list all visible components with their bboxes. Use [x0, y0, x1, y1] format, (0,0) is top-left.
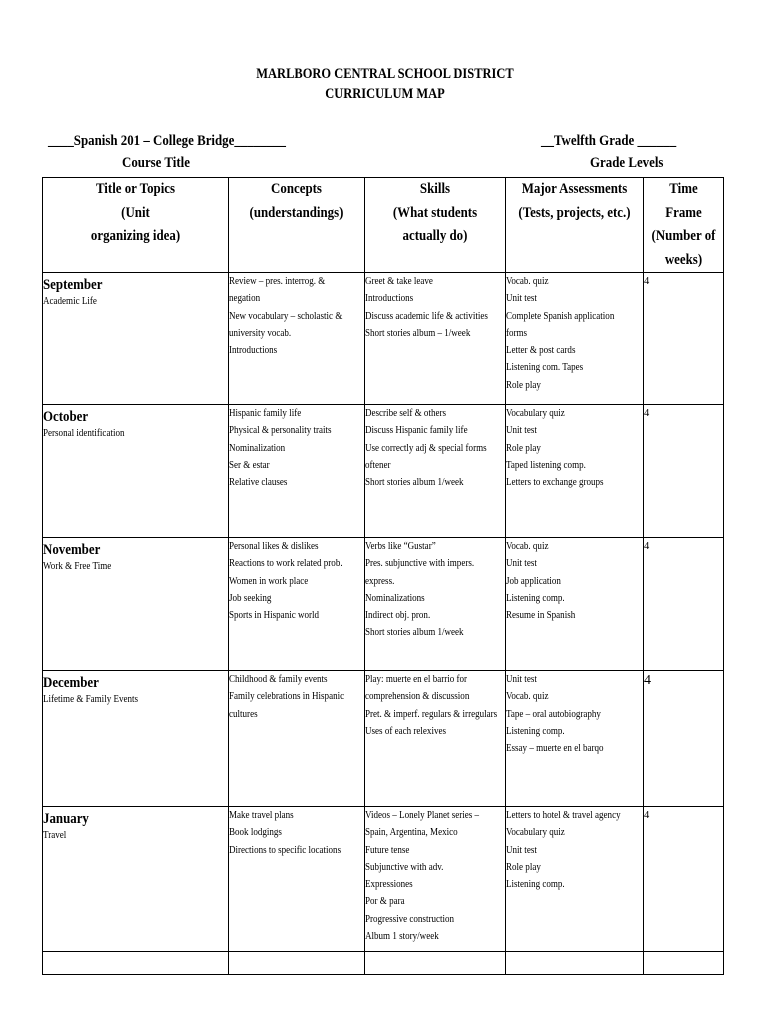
table-header-row	[43, 178, 724, 273]
empty-cell	[229, 952, 365, 975]
topic-cell	[43, 405, 229, 538]
empty-cell	[43, 952, 229, 975]
table-row	[43, 807, 724, 952]
empty-cell	[644, 952, 724, 975]
skills-cell: Verbs like “Gustar” Pres. subjunctive with impers. express. Nominalizations Indirect obj. pron. Short stories album 1/week	[365, 538, 506, 671]
concepts-cell: Childhood & family events Family celebrations in Hispanic cultures	[229, 671, 365, 807]
weeks-cell: 4	[644, 273, 724, 405]
weeks-cell: 4	[644, 807, 724, 952]
topic-label: Lifetime & Family Events	[43, 694, 139, 705]
header-topics: Title or Topics (Unit organizing idea)	[43, 178, 229, 273]
topic-label: Academic Life	[43, 296, 97, 307]
course-title-value: ____Spanish 201 – College Bridge________	[48, 133, 286, 149]
skills-cell: Videos – Lonely Planet series – Spain, Argentina, Mexico Future tense Subjunctive with adv. Expressiones Por & para Progressive construction Album 1 story/week	[365, 807, 506, 952]
skills-cell: Greet & take leave Introductions Discuss academic life & activities Short stories album – 1/week	[365, 273, 506, 405]
skills-cell: Describe self & others Discuss Hispanic family life Use correctly adj & special forms oftener Short stories album 1/week	[365, 405, 506, 538]
header-time-frame: Time Frame (Number of weeks)	[644, 178, 724, 273]
concepts-cell: Hispanic family life Physical & personality traits Nominalization Ser & estar Relative clauses	[229, 405, 365, 538]
header-assessments: Major Assessments (Tests, projects, etc.)	[506, 178, 644, 273]
assessments-cell: Vocabulary quiz Unit test Role play Taped listening comp. Letters to exchange groups	[506, 405, 644, 538]
weeks-cell: 4	[644, 405, 724, 538]
table-row	[43, 671, 724, 807]
curriculum-table	[42, 177, 724, 975]
topic-label: Work & Free Time	[43, 561, 112, 572]
grade-level-value: __Twelfth Grade ______	[541, 133, 677, 149]
header-skills: Skills (What students actually do)	[365, 178, 506, 273]
concepts-cell: Personal likes & dislikes Reactions to work related prob. Women in work place Job seeking Sports in Hispanic world	[229, 538, 365, 671]
map-title: CURRICULUM MAP	[325, 86, 445, 102]
district-name: MARLBORO CENTRAL SCHOOL DISTRICT	[256, 66, 514, 82]
grade-levels-label: Grade Levels	[590, 155, 664, 171]
course-title-label: Course Title	[122, 155, 190, 171]
weeks-cell: 4	[644, 538, 724, 671]
header-concepts: Concepts (understandings)	[229, 178, 365, 273]
skills-cell: Play: muerte en el barrio for comprehension & discussion Pret. & imperf. regulars & irregulars Uses of each relexives	[365, 671, 506, 807]
topic-label: Travel	[43, 830, 67, 841]
table-row	[43, 405, 724, 538]
table-row	[43, 538, 724, 671]
month-label: September	[43, 277, 103, 293]
month-label: October	[43, 409, 89, 425]
topic-label: Personal identification	[43, 428, 125, 439]
empty-cell	[506, 952, 644, 975]
empty-cell	[365, 952, 506, 975]
assessments-cell: Unit test Vocab. quiz Tape – oral autobiography Listening comp. Essay – muerte en el barqo	[506, 671, 644, 807]
month-label: January	[43, 811, 89, 827]
assessments-cell: Letters to hotel & travel agency Vocabulary quiz Unit test Role play Listening comp.	[506, 807, 644, 952]
month-label: November	[43, 542, 101, 558]
topic-cell	[43, 671, 229, 807]
table-row	[43, 273, 724, 405]
topic-cell	[43, 273, 229, 405]
concepts-cell: Review – pres. interrog. & negation New vocabulary – scholastic & university vocab. Introductions	[229, 273, 365, 405]
empty-table-row	[43, 952, 724, 975]
assessments-cell: Vocab. quiz Unit test Job application Listening comp. Resume in Spanish	[506, 538, 644, 671]
weeks-cell: 4	[644, 671, 724, 807]
assessments-cell: Vocab. quiz Unit test Complete Spanish application forms Letter & post cards Listening com. Tapes Role play	[506, 273, 644, 405]
topic-cell	[43, 807, 229, 952]
topic-cell	[43, 538, 229, 671]
document-title	[54, 64, 716, 104]
concepts-cell: Make travel plans Book lodgings Directions to specific locations	[229, 807, 365, 952]
month-label: December	[43, 675, 99, 691]
